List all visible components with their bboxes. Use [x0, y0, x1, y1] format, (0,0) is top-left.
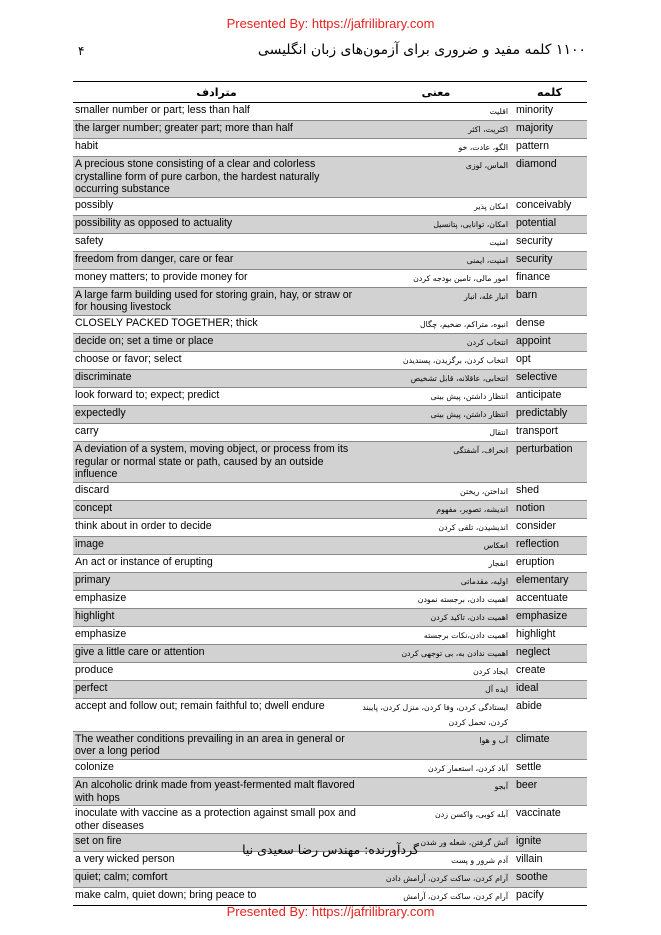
synonym-cell: image [75, 537, 104, 550]
table-row [73, 370, 587, 388]
table-row [73, 501, 587, 519]
table-row [73, 139, 587, 157]
synonym-cell: smaller number or part; less than half [75, 104, 250, 116]
synonym-cell: set on fire [75, 835, 122, 848]
synonym-cell: make calm, quiet down; bring peace to [75, 889, 257, 902]
meaning-cell: آرام کردن، ساکت کردن، آرامش [403, 892, 508, 902]
table-row [73, 216, 587, 234]
synonym-cell: concept [75, 501, 113, 514]
word-cell: conceivably [516, 198, 572, 211]
meaning-cell: آبله کوبی، واکسن زدن [435, 810, 508, 820]
synonym-cell: highlight [75, 609, 115, 622]
meaning-cell: انتظار داشتن، پیش بینی [430, 391, 508, 401]
synonym-cell: expectedly [75, 406, 126, 419]
meaning-cell: اهمیت ندادن به، بی توجهی کردن [401, 648, 508, 658]
word-cell: emphasize [516, 609, 568, 622]
word-cell: predictably [516, 406, 568, 419]
meaning-cell: امکان پذیر [474, 201, 508, 211]
meaning-cell: امکان، توانایی، پتانسیل [433, 219, 508, 229]
word-cell: villain [516, 853, 543, 866]
compiler-credit: گردآورنده: مهندس رضا سعیدی نیا [242, 842, 419, 857]
meaning-cell: انتخاب کردن، برگزیدن، پسندیدن [402, 355, 508, 365]
word-cell: highlight [516, 627, 556, 640]
synonym-cell: give a little care or attention [75, 645, 205, 658]
meaning-cell: آباد کردن، استعمار کردن [427, 763, 508, 773]
synonym-cell: colonize [75, 760, 114, 773]
table-row [73, 699, 587, 732]
meaning-cell: انبوه، متراکم، ضخیم، چگال [419, 319, 508, 329]
word-cell: shed [516, 483, 539, 496]
word-cell: ignite [516, 835, 542, 848]
page-header [74, 42, 586, 64]
synonym-cell: possibility as opposed to actuality [75, 216, 233, 229]
vocabulary-table [73, 81, 587, 906]
meaning-cell: انداختن، ریختن [460, 486, 508, 496]
table-row [73, 760, 587, 778]
word-cell: security [516, 234, 553, 247]
word-cell: finance [516, 270, 551, 283]
synonym-cell: quiet; calm; comfort [75, 871, 168, 884]
synonym-cell: A precious stone consisting of a clear and colorless crystalline form of pure carbon, the hardest naturally occurring substance [75, 158, 320, 196]
word-cell: ideal [516, 681, 539, 694]
synonym-cell: produce [75, 663, 114, 676]
synonym-cell: choose or favor; select [75, 352, 182, 365]
word-cell: settle [516, 760, 542, 773]
synonym-cell: money matters; to provide money for [75, 270, 248, 283]
word-cell: pacify [516, 889, 544, 902]
word-cell: perturbation [516, 442, 573, 455]
meaning-cell: آبجو [494, 781, 508, 791]
word-cell: anticipate [516, 388, 562, 401]
word-cell: opt [516, 352, 531, 365]
table-row [73, 609, 587, 627]
word-cell: neglect [516, 645, 551, 658]
meaning-cell: انتظار داشتن، پیش بینی [430, 409, 508, 419]
synonym-cell: primary [75, 573, 111, 586]
table-row [73, 663, 587, 681]
meaning-cell: امنیت [489, 237, 508, 247]
synonym-cell: perfect [75, 681, 108, 694]
synonym-cell: inoculate with vaccine as a protection against small pox and other diseases [75, 807, 356, 832]
synonym-cell: possibly [75, 198, 114, 211]
meaning-cell: اکثریت، اکثر [468, 125, 508, 134]
table-row [73, 334, 587, 352]
meaning-cell: ایجاد کردن [473, 666, 508, 676]
word-cell: security [516, 252, 553, 265]
table-row [73, 645, 587, 663]
synonym-cell: habit [75, 140, 98, 152]
synonym-cell: freedom from danger, care or fear [75, 252, 234, 265]
word-cell: reflection [516, 537, 559, 550]
word-cell: beer [516, 778, 538, 791]
word-cell: notion [516, 501, 545, 514]
meaning-cell: آرام کردن، ساکت کردن، آرامش دادن [385, 874, 508, 884]
table-row [73, 483, 587, 501]
word-cell: appoint [516, 334, 551, 347]
table-row [73, 732, 587, 760]
synonym-cell: emphasize [75, 591, 127, 604]
table-row [73, 406, 587, 424]
meaning-cell: انحراف، آشفتگی [453, 445, 508, 455]
table-row [73, 288, 587, 316]
table-row [73, 870, 587, 888]
meaning-cell: انتقال [489, 427, 508, 437]
table-body [73, 103, 587, 905]
synonym-cell: An alcoholic drink made from yeast-fermented malt flavored with hops [75, 778, 355, 804]
meaning-cell: آب و هوا [479, 735, 508, 745]
meaning-cell: آتش گرفتن، شعله ور شدن [420, 838, 508, 848]
table-row [73, 591, 587, 609]
meaning-cell: اهمیت دادن،نکات برجسته [423, 630, 508, 640]
meaning-cell: اهمیت دادن، تاکید کردن [430, 612, 508, 622]
table-row [73, 352, 587, 370]
page-number: ۴ [78, 44, 85, 58]
word-cell: vaccinate [516, 807, 561, 820]
table-header [73, 82, 587, 103]
synonym-cell: An act or instance of erupting [75, 555, 213, 568]
meaning-cell: الماس، لوزی [465, 161, 508, 170]
meaning-cell: انفجار [488, 558, 508, 568]
word-cell: abide [516, 699, 542, 712]
word-cell: accentuate [516, 591, 568, 604]
synonym-cell: think about in order to decide [75, 519, 212, 532]
meaning-cell: الگو، عادت، خو [458, 143, 508, 152]
word-cell: majority [516, 122, 554, 134]
table-row [73, 888, 587, 905]
meaning-cell: آدم شرور و پست [451, 856, 508, 866]
table-row [73, 103, 587, 121]
synonym-cell: discard [75, 483, 110, 496]
table-row [73, 424, 587, 442]
header-meaning: معنی [421, 85, 451, 99]
table-row [73, 806, 587, 834]
synonym-cell: discriminate [75, 370, 132, 383]
meaning-cell: انبار غله، انبار [464, 291, 508, 301]
meaning-cell: امنیت، ایمنی [466, 255, 508, 265]
word-cell: climate [516, 732, 550, 745]
table-row [73, 157, 587, 198]
table-row [73, 537, 587, 555]
header-synonym: مترادف [196, 85, 237, 99]
synonym-cell: a very wicked person [75, 853, 175, 866]
meaning-cell: اهمیت دادن، برجسته نمودن [417, 594, 508, 604]
table-row [73, 252, 587, 270]
table-row [73, 121, 587, 139]
word-cell: barn [516, 288, 538, 301]
meaning-cell: انتخابی، عاقلانه، قابل تشخیص [410, 373, 508, 383]
header-word: کلمه [537, 85, 562, 99]
synonym-cell: look forward to; expect; predict [75, 388, 220, 401]
word-cell: soothe [516, 871, 548, 884]
word-cell: create [516, 663, 546, 676]
table-row [73, 681, 587, 699]
table-row [73, 442, 587, 483]
synonym-cell: emphasize [75, 627, 127, 640]
word-cell: eruption [516, 555, 555, 568]
meaning-cell: اولیه، مقدماتی [460, 576, 508, 586]
word-cell: minority [516, 104, 554, 116]
book-title: ۱۱۰۰ کلمه مفید و ضروری برای آزمون‌های زبان انگلیسی [257, 42, 586, 58]
word-cell: transport [516, 424, 558, 437]
meaning-cell: امور مالی، تامین بودجه کردن [413, 273, 508, 283]
table-row [73, 316, 587, 334]
synonym-cell: safety [75, 234, 104, 247]
meaning-cell: اندیشیدن، تلقی کردن [438, 522, 508, 532]
word-cell: elementary [516, 573, 569, 586]
table-row [73, 778, 587, 806]
word-cell: diamond [516, 158, 557, 170]
meaning-cell: اندیشه، تصویر، مفهوم [436, 504, 508, 514]
meaning-cell: ایستادگی کردن، وفا کردن، منزل کردن، پایبند کردن، تحمل کردن [362, 702, 508, 727]
word-cell: consider [516, 519, 557, 532]
table-row [73, 270, 587, 288]
table-row [73, 519, 587, 537]
synonym-cell: accept and follow out; remain faithful to; dwell endure [75, 699, 325, 712]
table-row [73, 388, 587, 406]
synonym-cell: A large farm building used for storing grain, hay, or straw or for housing livestock [75, 288, 353, 314]
table-row [73, 573, 587, 591]
synonym-cell: A deviation of a system, moving object, or process from its regular or normal state or path, caused by an outside influence [75, 442, 349, 481]
word-cell: selective [516, 370, 558, 383]
meaning-cell: اقلیت [489, 107, 508, 116]
synonym-cell: the larger number; greater part; more than half [75, 122, 293, 134]
synonym-cell: carry [75, 424, 99, 437]
bottom-banner: Presented By: https://jafrilibrary.com [226, 904, 435, 919]
table-row [73, 198, 587, 216]
synonym-cell: CLOSELY PACKED TOGETHER; thick [75, 316, 258, 329]
meaning-cell: انعکاس [483, 540, 508, 550]
word-cell: pattern [516, 140, 549, 152]
synonym-cell: The weather conditions prevailing in an area in general or over a long period [75, 732, 345, 758]
word-cell: dense [516, 316, 545, 329]
meaning-cell: ایده آل [485, 684, 508, 694]
table-row [73, 555, 587, 573]
table-row [73, 627, 587, 645]
table-row [73, 234, 587, 252]
top-banner: Presented By: https://jafrilibrary.com [226, 16, 435, 31]
synonym-cell: decide on; set a time or place [75, 334, 214, 347]
word-cell: potential [516, 216, 557, 229]
meaning-cell: انتخاب کردن [466, 337, 508, 347]
